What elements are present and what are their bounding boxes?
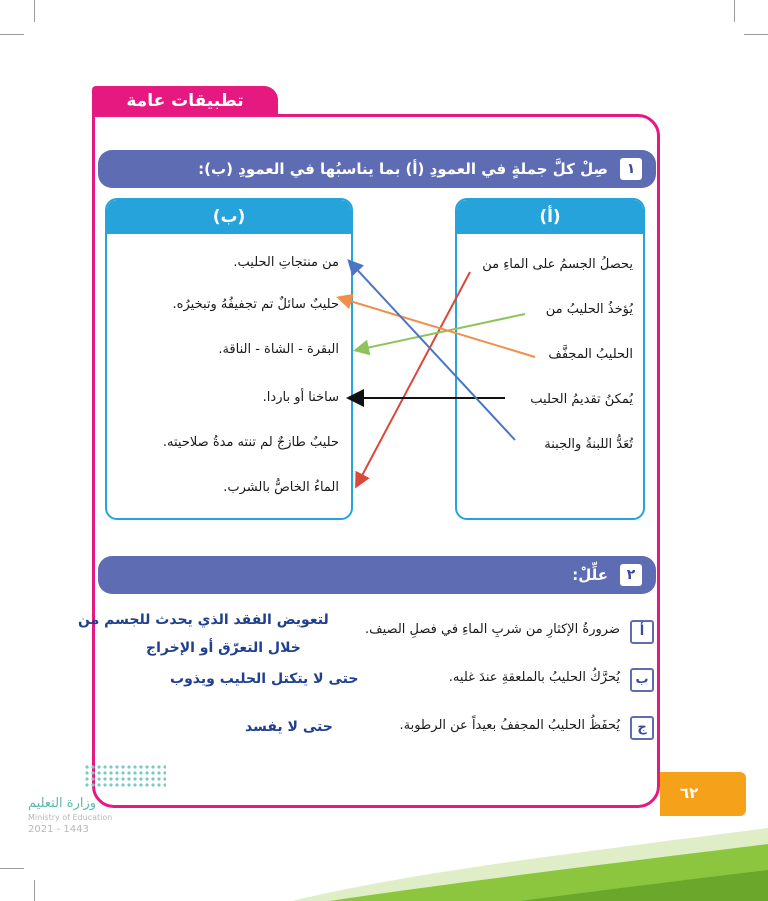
- column-a-item: الحليبُ المجفَّف: [548, 347, 633, 362]
- exercise-1-number: ١: [620, 158, 642, 180]
- column-b-item: البقرة - الشاة - الناقة.: [218, 342, 339, 357]
- question-a-letter: أ: [630, 620, 654, 644]
- column-b-item: الماءُ الخاصُّ بالشرب.: [223, 480, 339, 495]
- question-c-text: يُحفَظُ الحليبُ المجففُ بعيداً عن الرطوبة.: [399, 718, 620, 733]
- column-a-item: تُعَدُّ اللبنةُ والجبنة: [544, 437, 633, 452]
- question-c-answer: حتى لا يفسد: [245, 719, 333, 735]
- column-b-item: حليبٌ طازجٌ لم تنته مدةُ صلاحيته.: [162, 435, 339, 450]
- question-b-answer: حتى لا يتكتل الحليب ويذوب: [170, 671, 359, 687]
- column-b-item: من منتجاتِ الحليب.: [233, 255, 339, 270]
- exercise-2-number: ٢: [620, 564, 642, 586]
- match-line-red: [357, 272, 470, 485]
- question-a-answer-line2: خلال التعرّق أو الإخراج: [146, 640, 301, 656]
- question-a-text: ضرورةُ الإكثارِ من شربِ الماءِ في فصلِ الصيف.: [365, 622, 620, 637]
- column-a-header: (أ): [457, 200, 643, 234]
- column-b-header: (ب): [107, 200, 351, 234]
- exercise-2-instruction: علِّلْ:: [572, 566, 608, 584]
- question-a-answer-line1: لتعويض الفقد الذي يحدث للجسم من: [78, 612, 329, 628]
- question-c-letter: ج: [630, 716, 654, 740]
- page-number: ٦٢: [680, 784, 699, 802]
- question-b-letter: ب: [630, 668, 654, 692]
- ministry-logo-year: 2021 - 1443: [28, 824, 89, 835]
- column-a-item: يُؤخذُ الحليبُ من: [545, 302, 633, 317]
- column-a-item: يُمكنُ تقديمُ الحليب: [530, 392, 633, 407]
- question-b-text: يُحرَّكُ الحليبُ بالملعقةِ عندَ غليه.: [448, 670, 620, 685]
- column-a-item: يحصلُ الجسمُ على الماءِ من: [482, 257, 633, 272]
- page-number-tab: [660, 772, 746, 816]
- exercise-1-instruction: صِلْ كلَّ جملةٍ في العمودِ (أ) بما يناسبُها في العمودِ (ب):: [198, 160, 608, 178]
- ministry-logo-arabic: وزارة التعليم: [28, 796, 97, 811]
- match-line-blue: [350, 262, 515, 440]
- column-b-item: ساخنا أو باردا.: [262, 390, 339, 405]
- column-b-item: حليبٌ سائلٌ تم تجفيفُهُ وتبخيرُه.: [172, 297, 339, 312]
- exercise-2-band: [98, 556, 656, 594]
- match-line-green: [357, 314, 525, 350]
- ministry-logo-english: Ministry of Education: [28, 813, 113, 822]
- section-title: تطبيقات عامة: [92, 86, 278, 116]
- ministry-logo-icon: [84, 764, 166, 788]
